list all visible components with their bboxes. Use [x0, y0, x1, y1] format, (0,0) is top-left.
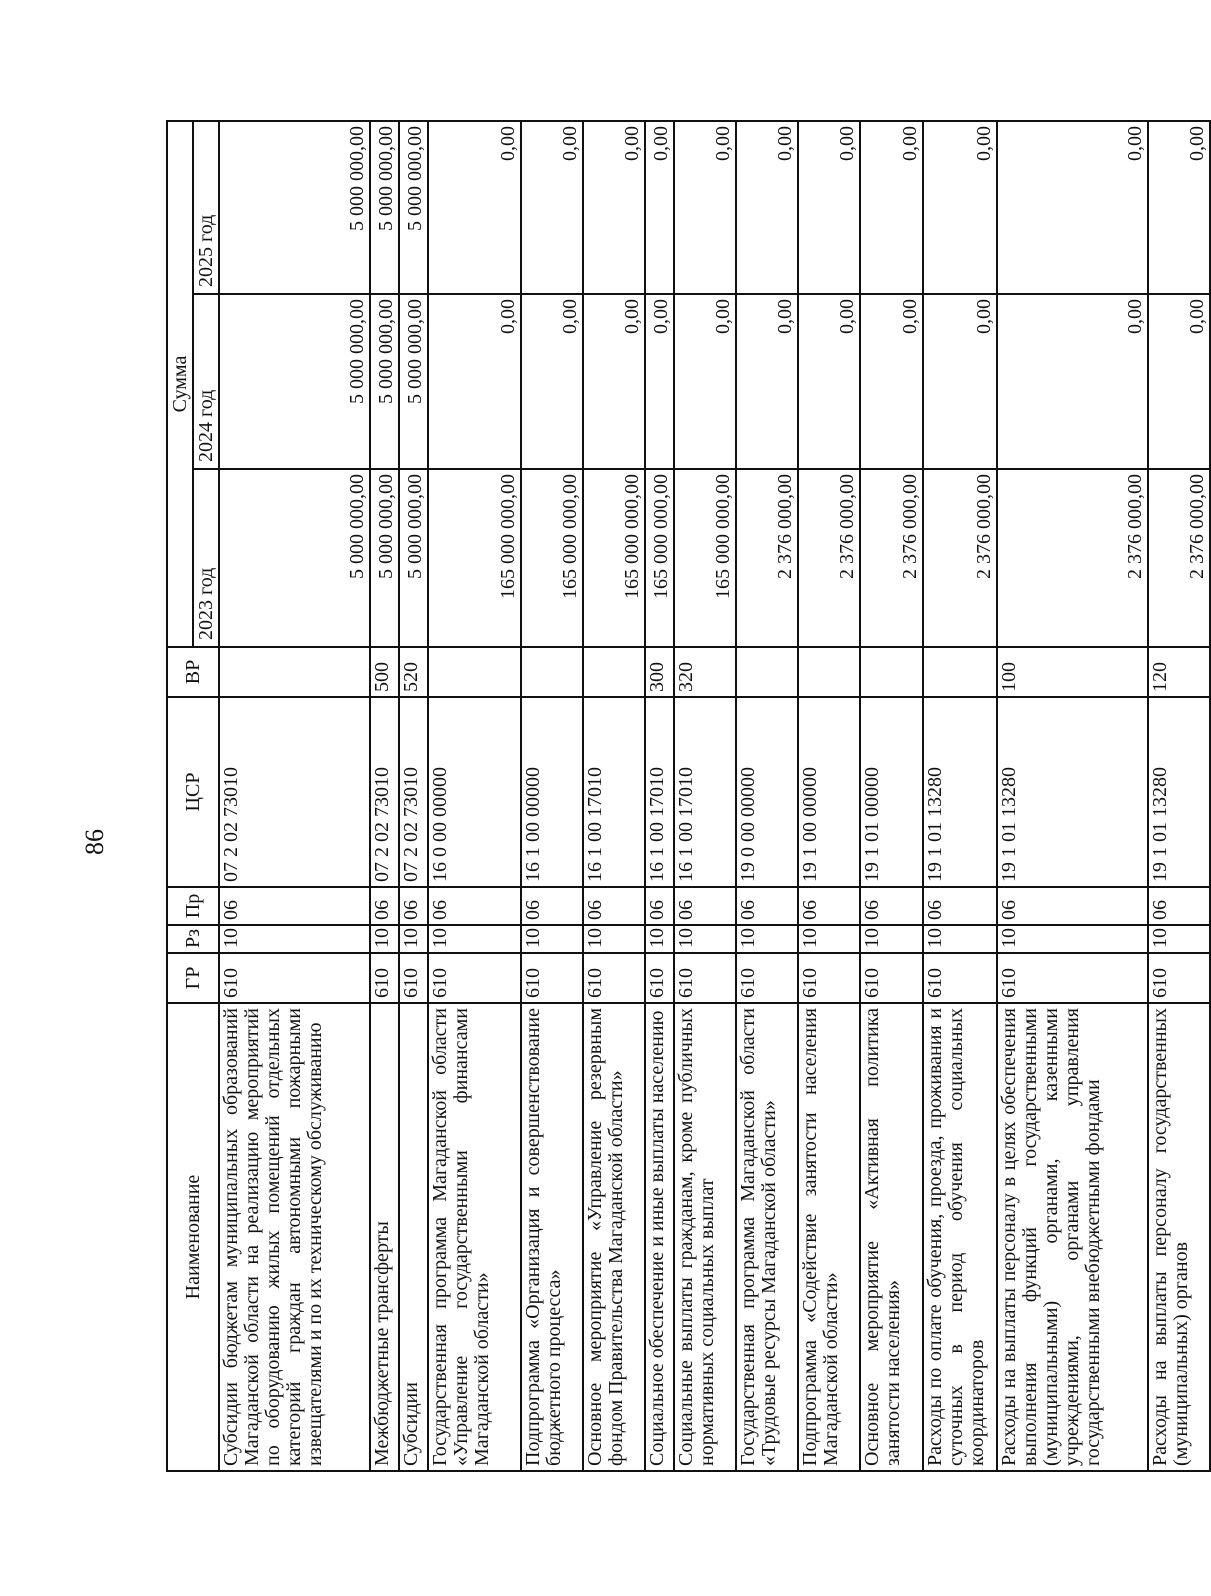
row-csr: 19 1 01 13280 [997, 697, 1148, 887]
row-sum-2025: 0,00 [674, 121, 736, 294]
row-name: Межбюджетные трансферты [370, 1003, 399, 1471]
row-sum-2024: 0,00 [1148, 294, 1210, 469]
row-pr: 06 [399, 887, 428, 925]
row-rz: 10 [428, 925, 521, 953]
row-pr: 06 [997, 887, 1148, 925]
row-gr: 610 [645, 953, 674, 1003]
row-rz: 10 [370, 925, 399, 953]
row-csr: 19 0 00 00000 [736, 697, 798, 887]
row-sum-2023: 2 376 000,00 [736, 469, 798, 647]
row-pr: 06 [798, 887, 860, 925]
row-pr: 06 [428, 887, 521, 925]
row-vr: 100 [997, 647, 1148, 697]
table-row [798, 121, 860, 1471]
row-rz: 10 [860, 925, 922, 953]
row-sum-2023: 165 000 000,00 [428, 469, 521, 647]
row-sum-2023: 5 000 000,00 [370, 469, 399, 647]
row-name: Социальное обеспечение и иные выплаты населению [645, 1003, 674, 1471]
row-gr: 610 [583, 953, 645, 1003]
row-vr [428, 647, 521, 697]
row-gr: 610 [428, 953, 521, 1003]
row-rz: 10 [399, 925, 428, 953]
row-rz: 10 [521, 925, 583, 953]
row-pr: 06 [860, 887, 922, 925]
row-sum-2025: 0,00 [583, 121, 645, 294]
row-sum-2025: 0,00 [1148, 121, 1210, 294]
row-gr: 610 [923, 953, 997, 1003]
row-sum-2025: 5 000 000,00 [370, 121, 399, 294]
row-csr: 19 1 01 13280 [1148, 697, 1210, 887]
row-sum-2024: 5 000 000,00 [370, 294, 399, 469]
row-sum-2025: 5 000 000,00 [399, 121, 428, 294]
row-sum-2024: 0,00 [860, 294, 922, 469]
row-sum-2024: 0,00 [997, 294, 1148, 469]
row-name: Расходы по оплате обучения, проезда, проживания и суточных в период обучения социальных координаторов [923, 1003, 997, 1471]
row-name: Расходы на выплаты персоналу в целях обеспечения выполнения функций государственными (муниципальными) органами, казенными учреждениями, органами управления государственными внебюджетными фондами [997, 1003, 1148, 1471]
row-csr: 19 1 01 00000 [860, 697, 922, 887]
row-sum-2023: 2 376 000,00 [923, 469, 997, 647]
table-row [399, 121, 428, 1471]
row-sum-2024: 0,00 [923, 294, 997, 469]
row-sum-2025: 5 000 000,00 [219, 121, 370, 294]
row-name: Субсидии [399, 1003, 428, 1471]
row-sum-2024: 0,00 [428, 294, 521, 469]
row-gr: 610 [997, 953, 1148, 1003]
row-sum-2025: 0,00 [428, 121, 521, 294]
row-name: Основное мероприятие «Управление резервным фондом Правительства Магаданской области» [583, 1003, 645, 1471]
row-rz: 10 [645, 925, 674, 953]
row-sum-2025: 0,00 [798, 121, 860, 294]
row-sum-2023: 165 000 000,00 [645, 469, 674, 647]
row-vr: 120 [1148, 647, 1210, 697]
table-row [428, 121, 521, 1471]
row-sum-2025: 0,00 [923, 121, 997, 294]
row-pr: 06 [583, 887, 645, 925]
row-sum-2023: 165 000 000,00 [521, 469, 583, 647]
row-sum-2023: 165 000 000,00 [674, 469, 736, 647]
table-row [583, 121, 645, 1471]
row-pr: 06 [219, 887, 370, 925]
row-gr: 610 [674, 953, 736, 1003]
row-gr: 610 [219, 953, 370, 1003]
row-vr: 300 [645, 647, 674, 697]
row-sum-2024: 0,00 [645, 294, 674, 469]
row-sum-2025: 0,00 [521, 121, 583, 294]
table-body [219, 121, 1210, 1471]
row-pr: 06 [645, 887, 674, 925]
row-rz: 10 [798, 925, 860, 953]
row-rz: 10 [583, 925, 645, 953]
table-row [370, 121, 399, 1471]
row-sum-2024: 0,00 [736, 294, 798, 469]
header-gr: ГР [167, 953, 219, 1003]
row-gr: 610 [399, 953, 428, 1003]
table-row [736, 121, 798, 1471]
row-sum-2024: 0,00 [674, 294, 736, 469]
row-rz: 10 [923, 925, 997, 953]
header-pr: Пр [167, 887, 219, 925]
row-sum-2025: 0,00 [860, 121, 922, 294]
header-vr: ВР [167, 647, 219, 697]
row-name: Государственная программа Магаданской области «Трудовые ресурсы Магаданской области» [736, 1003, 798, 1471]
header-rz: Рз [167, 925, 219, 953]
rotated-page-content [166, 122, 1211, 1472]
header-csr: ЦСР [167, 697, 219, 887]
table-row [1148, 121, 1210, 1471]
header-year-2023: 2023 год [193, 469, 219, 647]
row-vr [219, 647, 370, 697]
header-year-2025: 2025 год [193, 121, 219, 294]
row-vr [923, 647, 997, 697]
table-row [923, 121, 997, 1471]
row-csr: 16 0 00 00000 [428, 697, 521, 887]
row-name: Подпрограмма «Организация и совершенствование бюджетного процесса» [521, 1003, 583, 1471]
row-rz: 10 [1148, 925, 1210, 953]
row-name: Расходы на выплаты персоналу государственных (муниципальных) органов [1148, 1003, 1210, 1471]
row-sum-2025: 0,00 [736, 121, 798, 294]
row-pr: 06 [736, 887, 798, 925]
row-sum-2023: 2 376 000,00 [997, 469, 1148, 647]
row-sum-2025: 0,00 [997, 121, 1148, 294]
row-gr: 610 [370, 953, 399, 1003]
row-sum-2023: 2 376 000,00 [798, 469, 860, 647]
row-csr: 19 1 01 13280 [923, 697, 997, 887]
row-name: Социальные выплаты гражданам, кроме публичных нормативных социальных выплат [674, 1003, 736, 1471]
row-sum-2023: 165 000 000,00 [583, 469, 645, 647]
row-pr: 06 [923, 887, 997, 925]
row-vr: 320 [674, 647, 736, 697]
row-gr: 610 [1148, 953, 1210, 1003]
row-rz: 10 [219, 925, 370, 953]
header-year-2024: 2024 год [193, 294, 219, 469]
row-vr: 500 [370, 647, 399, 697]
row-sum-2023: 2 376 000,00 [1148, 469, 1210, 647]
row-vr [860, 647, 922, 697]
row-csr: 16 1 00 17010 [645, 697, 674, 887]
row-csr: 19 1 00 00000 [798, 697, 860, 887]
table-row [521, 121, 583, 1471]
row-pr: 06 [674, 887, 736, 925]
row-vr: 520 [399, 647, 428, 697]
table-row [997, 121, 1148, 1471]
row-gr: 610 [860, 953, 922, 1003]
row-csr: 16 1 00 17010 [674, 697, 736, 887]
row-pr: 06 [370, 887, 399, 925]
row-gr: 610 [521, 953, 583, 1003]
row-sum-2024: 5 000 000,00 [399, 294, 428, 469]
row-rz: 10 [736, 925, 798, 953]
row-name: Основное мероприятие «Активная политика занятости населения» [860, 1003, 922, 1471]
table-row [219, 121, 370, 1471]
row-sum-2024: 0,00 [521, 294, 583, 469]
row-rz: 10 [674, 925, 736, 953]
row-csr: 07 2 02 73010 [219, 697, 370, 887]
table-row [674, 121, 736, 1471]
row-vr [736, 647, 798, 697]
row-csr: 07 2 02 73010 [370, 697, 399, 887]
row-sum-2024: 0,00 [798, 294, 860, 469]
row-csr: 16 1 00 17010 [583, 697, 645, 887]
row-sum-2023: 2 376 000,00 [860, 469, 922, 647]
row-gr: 610 [736, 953, 798, 1003]
row-sum-2025: 0,00 [645, 121, 674, 294]
table-row [645, 121, 674, 1471]
row-csr: 07 2 02 73010 [399, 697, 428, 887]
row-csr: 16 1 00 00000 [521, 697, 583, 887]
row-name: Субсидии бюджетам муниципальных образований Магаданской области на реализацию мероприятий по оборудованию жилых помещений отдельных категорий граждан автономными пожарными извещателями и по их техническому обслуживанию [219, 1003, 370, 1471]
row-rz: 10 [997, 925, 1148, 953]
table-header [167, 121, 219, 1471]
header-name: Наименование [167, 1003, 219, 1471]
row-vr [798, 647, 860, 697]
budget-table [166, 120, 1211, 1472]
page-number: 86 [80, 829, 109, 855]
row-sum-2023: 5 000 000,00 [399, 469, 428, 647]
row-name: Подпрограмма «Содействие занятости населения Магаданской области» [798, 1003, 860, 1471]
row-pr: 06 [521, 887, 583, 925]
row-vr [583, 647, 645, 697]
row-vr [521, 647, 583, 697]
table-row [860, 121, 922, 1471]
row-pr: 06 [1148, 887, 1210, 925]
row-name: Государственная программа Магаданской области «Управление государственными финансами Магаданской области» [428, 1003, 521, 1471]
row-sum-2024: 5 000 000,00 [219, 294, 370, 469]
row-sum-2023: 5 000 000,00 [219, 469, 370, 647]
row-gr: 610 [798, 953, 860, 1003]
header-sum: Сумма [167, 121, 193, 647]
row-sum-2024: 0,00 [583, 294, 645, 469]
